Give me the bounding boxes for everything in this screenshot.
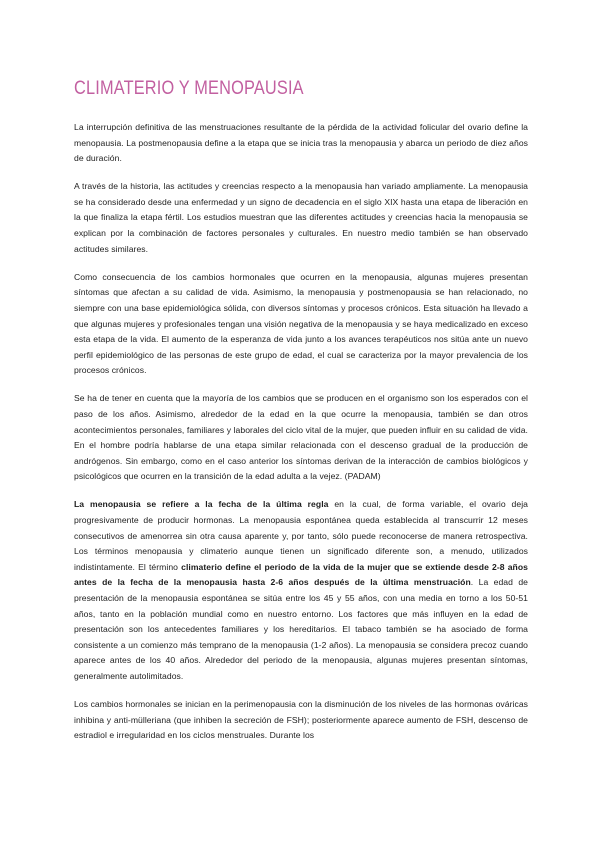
paragraph-aging-changes: Se ha de tener en cuenta que la mayoría de los cambios que se producen en el organismo son los esperados con el paso de los años. Asimismo, alrededor de la edad en la que ocurre la menopausia, también se dan otros acontecimientos personales, familiares y laborales del ciclo vital de la mujer, que pueden influir en su calidad de vida. En el hombre podría hablarse de una etapa similar relacionada con el descenso gradual de la producción de andrógenos. Sin embargo, como en el caso anterior los síntomas derivan de la interacción de cambios biológicos y psicológicos que ocurren en la transición de la edad adulta a la vejez. (PADAM) (74, 393, 528, 482)
bold-climacteric-definition: climaterio define el periodo de la vida de la mujer que se extiende desde 2-8 años antes de la fecha de la menopausia hasta 2-6 años después de la última menstruación (74, 561, 528, 588)
paragraph-hormonal-changes: Los cambios hormonales se inician en la perimenopausia con la disminución de los niveles de las hormonas ováricas inhibina y anti-mülleriana (que inhiben la secreción de FSH); posteriormente aparece aumento de FSH, descenso de estradiol e irregularidad en los ciclos menstruales. Durante los (74, 699, 528, 741)
paragraph-hormonal-consequences: Como consecuencia de los cambios hormonales que ocurren en la menopausia, algunas mujeres presentan síntomas que afectan a su calidad de vida. Asimismo, la menopausia y postmenopausia se han relacionado, no siempre con una base epidemiológica sólida, con diversos síntomas y procesos crónicos. Esta situación ha llevado a que algunas mujeres y profesionales tengan una visión negativa de la menopausia y se haya medicalizado en exceso esta etapa de la vida. El aumento de la esperanza de vida junto a los avances terapéuticos nos sitúa ante un nuevo perfil epidemiológico de las personas de este grupo de edad, el cual se caracteriza por la mayor prevalencia de los procesos crónicos. (74, 271, 528, 376)
paragraph-text-part-2: . La edad de presentación de la menopausia espontánea se sitúa entre los 45 y 55 años, con una media en torno a los 50-51 años, tanto en la población mundial como en nuestro entorno. Los factores que más influyen en la edad de presentación son los antecedentes familiares y los hereditarios. El tabaco también se ha asociado de forma consistente a un comienzo más temprano de la menopausia (1-2 años). La menopausia se considera precoz cuando aparece antes de los 40 años. Alrededor del periodo de la menopausia, algunas mujeres presentan síntomas, generalmente autolimitados. (74, 577, 528, 681)
bold-menopause-definition: La menopausia se refiere a la fecha de la última regla (74, 499, 329, 510)
page-title: CLIMATERIO Y MENOPAUSIA (74, 78, 304, 99)
paragraph-text-part-1: en la cual, de forma variable, el ovario deja progresivamente de producir hormonas. La menopausia espontánea queda establecida al transcurrir 12 meses consecutivos de amenorrea sin otra causa aparente y, por tanto, sólo puede reconocerse de manera retrospectiva. Los términos menopausia y climaterio aunque tienen un significado diferente son, a menudo, utilizados indistintamente. El término (74, 499, 528, 572)
paragraph-definition: La interrupción definitiva de las menstruaciones resultante de la pérdida de la actividad folicular del ovario define la menopausia. La postmenopausia define a la etapa que se inicia tras la menopausia y abarca un periodo de diez años de duración. (74, 122, 528, 164)
paragraph-menopause-climacteric (74, 497, 528, 684)
paragraph-history: A través de la historia, las actitudes y creencias respecto a la menopausia han variado ampliamente. La menopausia se ha considerado desde una enfermedad y un signo de decadencia en el siglo XIX hasta una etapa de liberación en la que finaliza la etapa fértil. Los estudios muestran que las diferentes actitudes y creencias hacia la menopausia se explican por la combinación de factores personales y culturales. En nuestro medio también se han observado actitudes similares. (74, 181, 528, 254)
